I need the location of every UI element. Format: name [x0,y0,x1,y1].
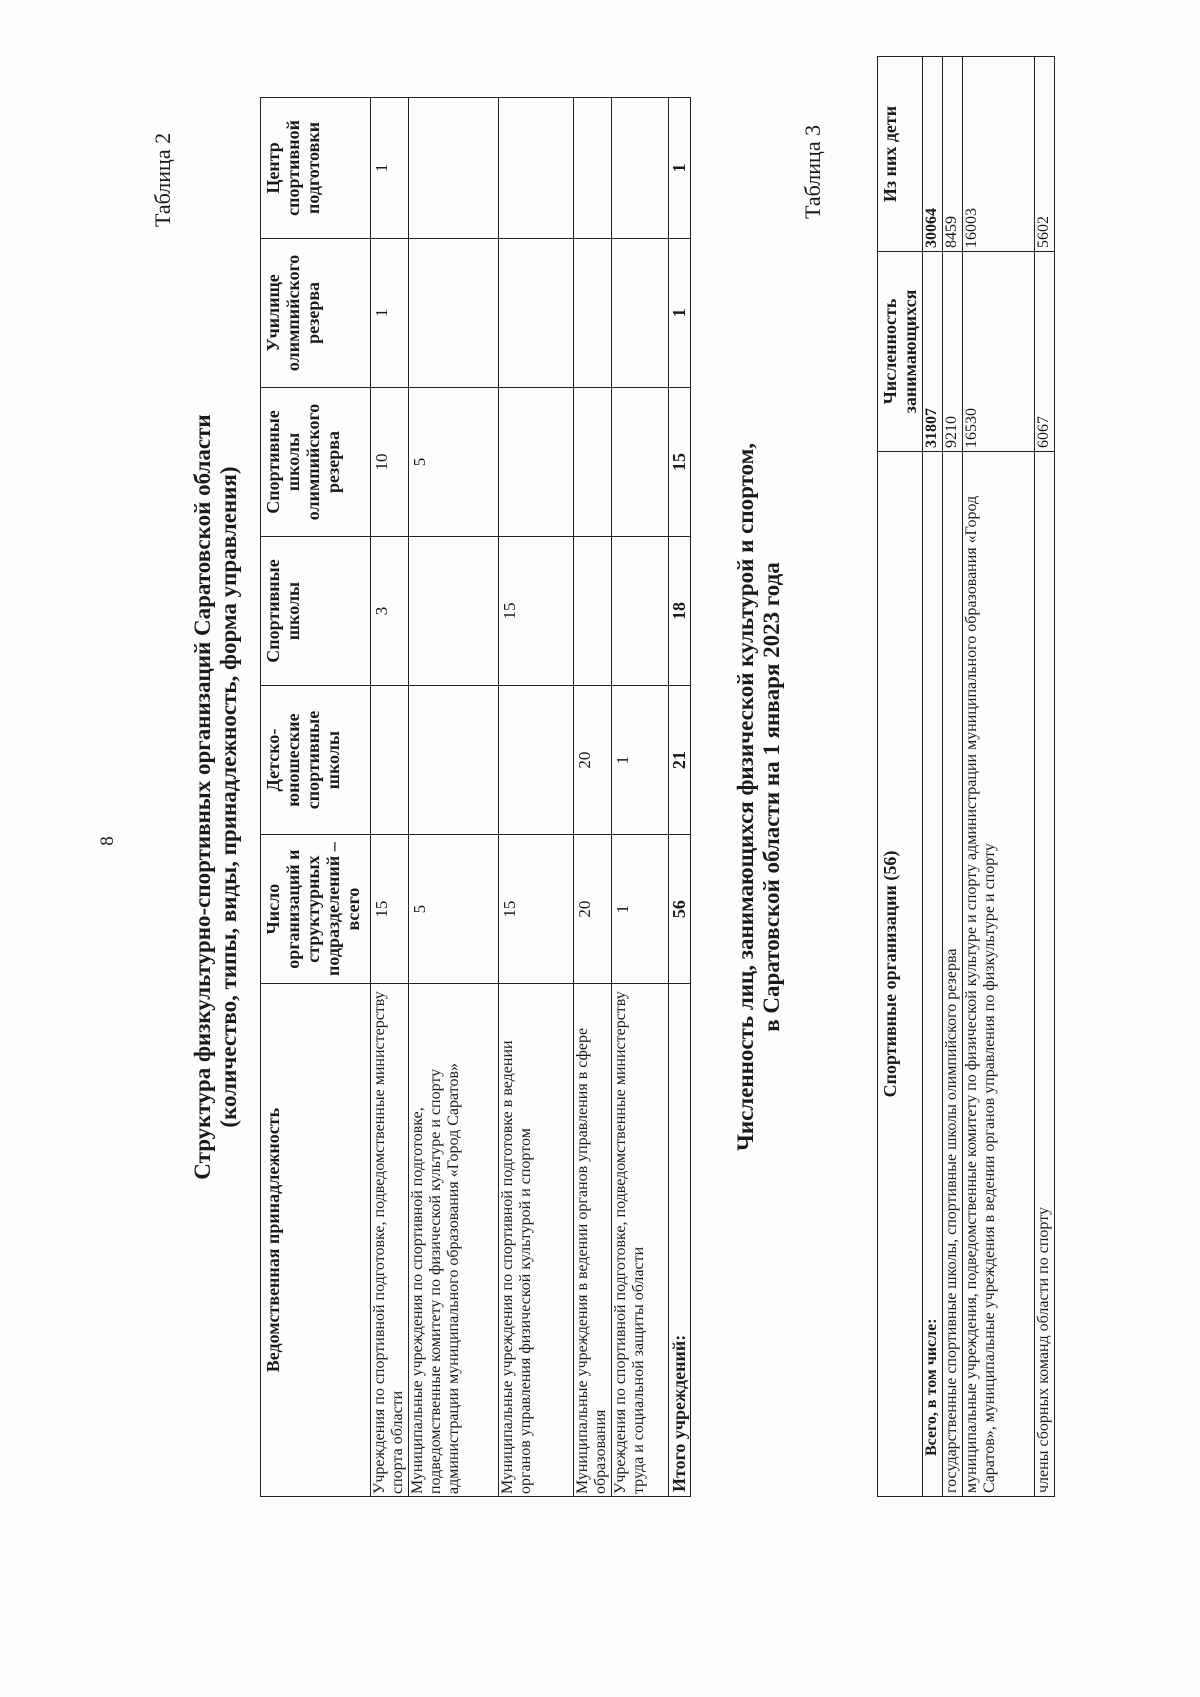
table3-title-line2: в Саратовской области на 1 января 2023 года [759,562,784,1032]
table-row [943,57,963,1497]
total-cell: 31807 [923,252,943,452]
total-cell: 56 [669,835,691,984]
table3-header-cell: Численность занимающихся [878,252,923,452]
cell-children: 16003 [963,57,1035,252]
total-cell: 1 [669,238,691,387]
table-row [1035,57,1055,1497]
table-row [612,98,669,1497]
cell-olympic-college: 1 [371,238,409,387]
cell-participants: 16530 [963,252,1035,452]
page-number: 8 [96,836,118,846]
cell-dyussh [409,686,499,835]
cell-total: 20 [574,835,612,984]
table2-header-cell: Центр спортивной подготовки [261,98,371,239]
cell-dyussh: 20 [574,686,612,835]
cell-training-center: 1 [371,98,409,239]
row-label: Муниципальные учреждения по спортивной подготовке в ведении органов управления физической культурой и спортом [499,984,574,1497]
row-label: Учреждения по спортивной подготовке, подведомственные министерству труда и социальной защиты области [612,984,669,1497]
table2-header-row [261,98,371,1497]
total-cell: 30064 [923,57,943,252]
cell-training-center [612,98,669,239]
cell-training-center [499,98,574,239]
cell-dyussh [371,686,409,835]
table-row [499,98,574,1497]
row-label: муниципальные учреждения, подведомственные комитету по физической культуре и спорту администрации муниципального образования «Город Саратов», муниципальные учреждения в ведении органов управления по физкультуре и спорту [963,452,1035,1497]
cell-sport-schools: 3 [371,536,409,685]
table3-caption: Таблица 3 [800,124,825,219]
table2-header-cell: Ведомственная принадлежность [261,984,371,1497]
table2 [260,97,691,1497]
table2-caption: Таблица 2 [150,132,175,227]
cell-dyussh: 1 [612,686,669,835]
table2-title-line2: (количество, типы, виды, принадлежность, форма управления) [216,466,241,1128]
table2-header-cell: Училище олимпийского резерва [261,238,371,387]
cell-training-center [409,98,499,239]
row-label: члены сборных команд области по спорту [1035,452,1055,1497]
table3-header-cell: Спортивные организации (56) [878,452,923,1497]
cell-olympic-college [574,238,612,387]
cell-children: 5602 [1035,57,1055,252]
table2-title-line1: Структура физкультурно-спортивных организаций Саратовской области [190,414,215,1180]
cell-training-center [574,98,612,239]
table-total-row [923,57,943,1497]
table2-header-cell: Спортивные школы олимпийского резерва [261,387,371,536]
cell-olympic-college [612,238,669,387]
table3 [877,56,1055,1497]
table-row [371,98,409,1497]
row-label: Муниципальные учреждения в ведении органов управления в сфере образования [574,984,612,1497]
cell-olympic-schools [499,387,574,536]
total-label: Всего, в том числе: [923,452,943,1497]
table2-title [190,97,242,1497]
cell-olympic-college [409,238,499,387]
cell-participants: 9210 [943,252,963,452]
cell-total: 1 [612,835,669,984]
cell-olympic-schools: 10 [371,387,409,536]
table3-header-row [878,57,923,1497]
cell-sport-schools [612,536,669,685]
cell-sport-schools [409,536,499,685]
cell-children: 8459 [943,57,963,252]
cell-sport-schools: 15 [499,536,574,685]
table-row [574,98,612,1497]
total-label: Итого учреждений: [669,984,691,1497]
table-row [963,57,1035,1497]
cell-olympic-schools [574,387,612,536]
cell-olympic-schools: 5 [409,387,499,536]
row-label: Муниципальные учреждения по спортивной подготовке, подведомственные комитету по физической культуре и спорту администрации муниципального образования «Город Саратов» [409,984,499,1497]
table2-header-cell: Число организаций и структурных подразделений – всего [261,835,371,984]
table3-title [733,97,785,1497]
table3-header-cell: Из них дети [878,57,923,252]
cell-total: 5 [409,835,499,984]
cell-total: 15 [371,835,409,984]
total-cell: 1 [669,98,691,239]
total-cell: 18 [669,536,691,685]
row-label: Учреждения по спортивной подготовке, подведомственные министерству спорта области [371,984,409,1497]
table-row [409,98,499,1497]
cell-dyussh [499,686,574,835]
cell-participants: 6067 [1035,252,1055,452]
table3-title-line1: Численность лиц, занимающихся физической культурой и спортом, [733,442,758,1152]
cell-total: 15 [499,835,574,984]
total-cell: 15 [669,387,691,536]
row-label: государственные спортивные школы, спортивные школы олимпийского резерва [943,452,963,1497]
total-cell: 21 [669,686,691,835]
table2-header-cell: Детско-юношеские спортивные школы [261,686,371,835]
cell-sport-schools [574,536,612,685]
cell-olympic-college [499,238,574,387]
cell-olympic-schools [612,387,669,536]
table-total-row [669,98,691,1497]
table2-header-cell: Спортивные школы [261,536,371,685]
